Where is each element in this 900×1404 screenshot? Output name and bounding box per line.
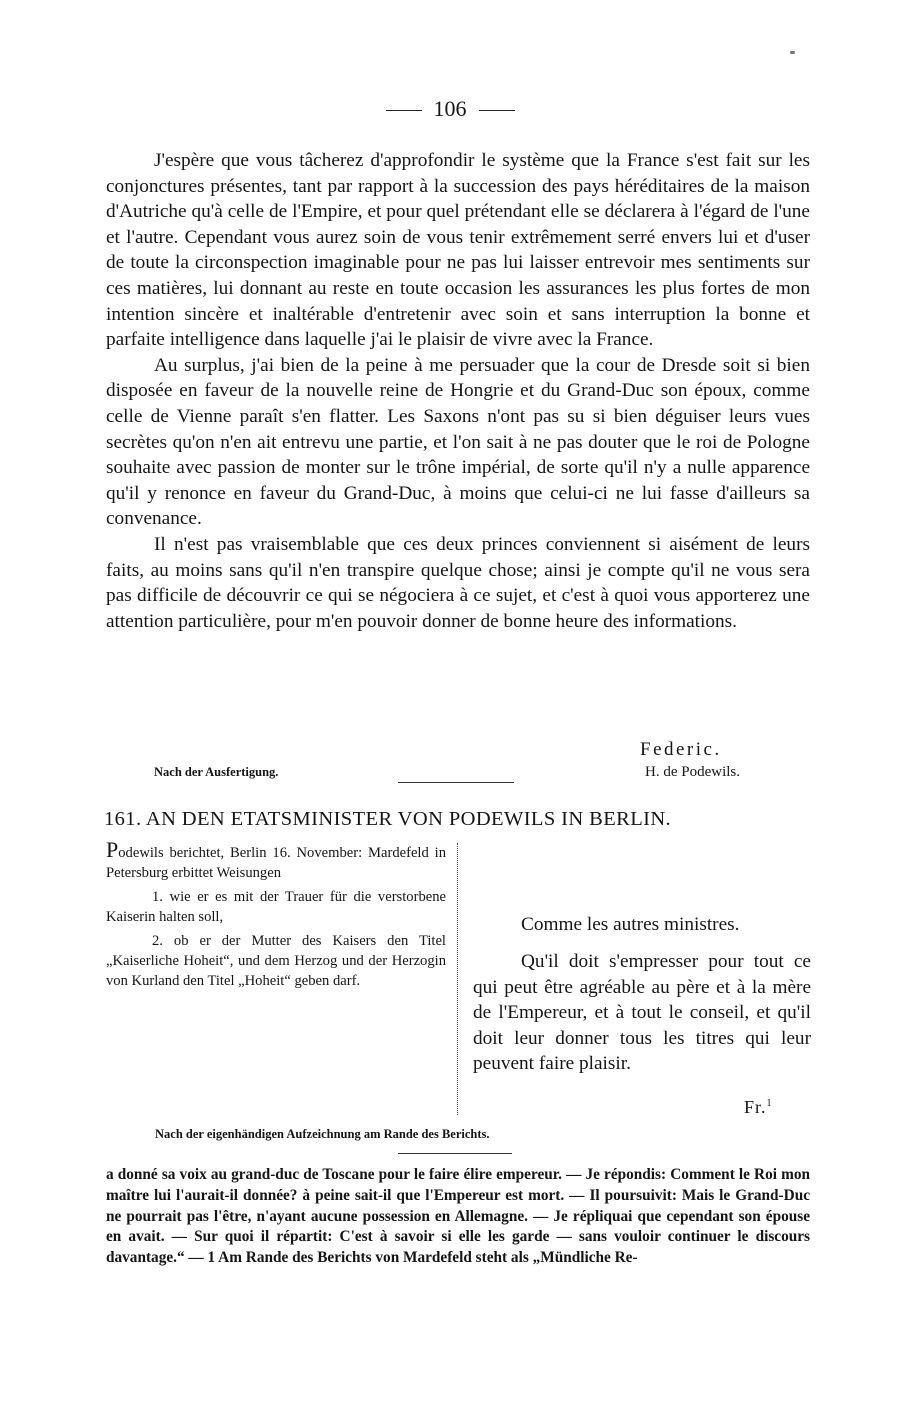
- page-number-dash-right: [479, 110, 515, 111]
- footnote-ref: 1: [766, 1098, 773, 1109]
- page-number-dash-left: [386, 110, 422, 111]
- page-number-text: 106: [433, 96, 467, 121]
- report-item-1: 1. wie er es mit der Trauer für die verstorbene Kaiserin halten soll,: [106, 888, 446, 926]
- report-intro-text: odewils berichtet, Berlin 16. November: Mardefeld in Petersburg erbittet Weisungen: [106, 845, 446, 882]
- royal-response-column: [473, 912, 811, 1076]
- fr-signature: [744, 1097, 773, 1118]
- fr-signature-text: Fr.: [744, 1097, 767, 1117]
- footnote-divider-rule: [398, 1153, 512, 1154]
- signature-name: Federic.: [640, 739, 722, 760]
- letter-body: [106, 148, 810, 634]
- report-intro: [106, 837, 446, 884]
- report-summary-column: [106, 837, 446, 995]
- source-note-ausfertigung: Nach der Ausfertigung.: [154, 765, 279, 779]
- report-item-2: 2. ob er der Mutter des Kaisers den Titel „Kaiserliche Hoheit“, und dem Herzog und der Herzogin von Kurland den Titel „Hoheit“ geben darf.: [106, 932, 446, 990]
- column-divider: [457, 843, 458, 1115]
- body-paragraph-1: J'espère que vous tâcherez d'approfondir le système que la France s'est fait sur les conjonctures présentes, tant par rapport à la succession des pays héréditaires de la maison d'Autriche qu'à celle de l'Empire, et pour quel prétendant elle se déclarera à l'égard de l'une et l'autre. Cependant vous aurez soin de vous tenir extrêmement serré envers lui et d'user de toute la circonspection imaginable pour ne pas lui laisser entrevoir mes sentiments sur ces matières, lui donnant au reste en toute occasion les assurances les plus fortes de mon intention sincère et inaltérable d'entretenir avec soin et sans interruption la bonne et parfaite intelligence dans laquelle j'ai le plaisir de vivre avec la France.: [106, 150, 810, 351]
- body-paragraph-2: Au surplus, j'ai bien de la peine à me persuader que la cour de Dresde soit si bien disposée en faveur de la nouvelle reine de Hongrie et du Grand-Duc son époux, comme celle de Vienne paraît s'en flatter. Les Saxons n'ont pas su si bien déguiser leurs vues secrètes qu'on n'en ait entrevu une partie, et l'on sait à ne pas douter que le roi de Pologne souhaite avec passion de monter sur le trône impérial, de sorte qu'il n'y a nulle apparence qu'il y renonce en faveur du Grand-Duc, à moins que celui-ci ne lui fasse d'ailleurs sa convenance.: [106, 354, 810, 530]
- scan-speck: [790, 51, 795, 54]
- footnote-text: a donné sa voix au grand-duc de Toscane pour le faire élire empereur. — Je répondis: Comment le Roi mon maître lui l'aurait-il donnée? à peine sait-il que l'Empereur est mort. — Il poursuivit: Mais le Grand-Duc ne pourrait pas l'être, n'ayant aucune possession en Allemagne. — Je répliquai que cependant son épouse en avait. — Sur quoi il répartit: C'est à savoir si elle les garde — sans vouloir continuer le discours davantage.“ — 1 Am Rande des Berichts von Mardefeld steht als „Mündliche Re-: [106, 1166, 810, 1267]
- report-dropcap: P: [106, 837, 119, 862]
- response-paragraph-1: Comme les autres ministres.: [521, 914, 740, 935]
- section-divider-rule: [398, 782, 514, 783]
- page-number: [0, 96, 900, 122]
- response-paragraph-2: Qu'il doit s'empresser pour tout ce qui peut être agréable au père et à la mère de l'Empereur, et à tout le conseil, et qu'il doit leur donner tous les titres qui leur peuvent faire plaisir.: [473, 951, 811, 1075]
- signature-countersign: H. de Podewils.: [645, 764, 740, 780]
- section-heading: 161. AN DEN ETATSMINISTER VON PODEWILS IN BERLIN.: [104, 808, 672, 830]
- body-paragraph-3: Il n'est pas vraisemblable que ces deux princes conviennent si aisément de leurs faits, au moins sans qu'il n'en transpire quelque chose; ainsi je compte qu'il ne vous sera pas difficile de découvrir ce qui se négociera à ce sujet, et c'est à quoi vous apporterez une attention particulière, pour m'en pouvoir donner de bonne heure des informations.: [106, 533, 810, 632]
- source-note-aufzeichnung: Nach der eigenhändigen Aufzeichnung am Rande des Berichts.: [155, 1127, 490, 1141]
